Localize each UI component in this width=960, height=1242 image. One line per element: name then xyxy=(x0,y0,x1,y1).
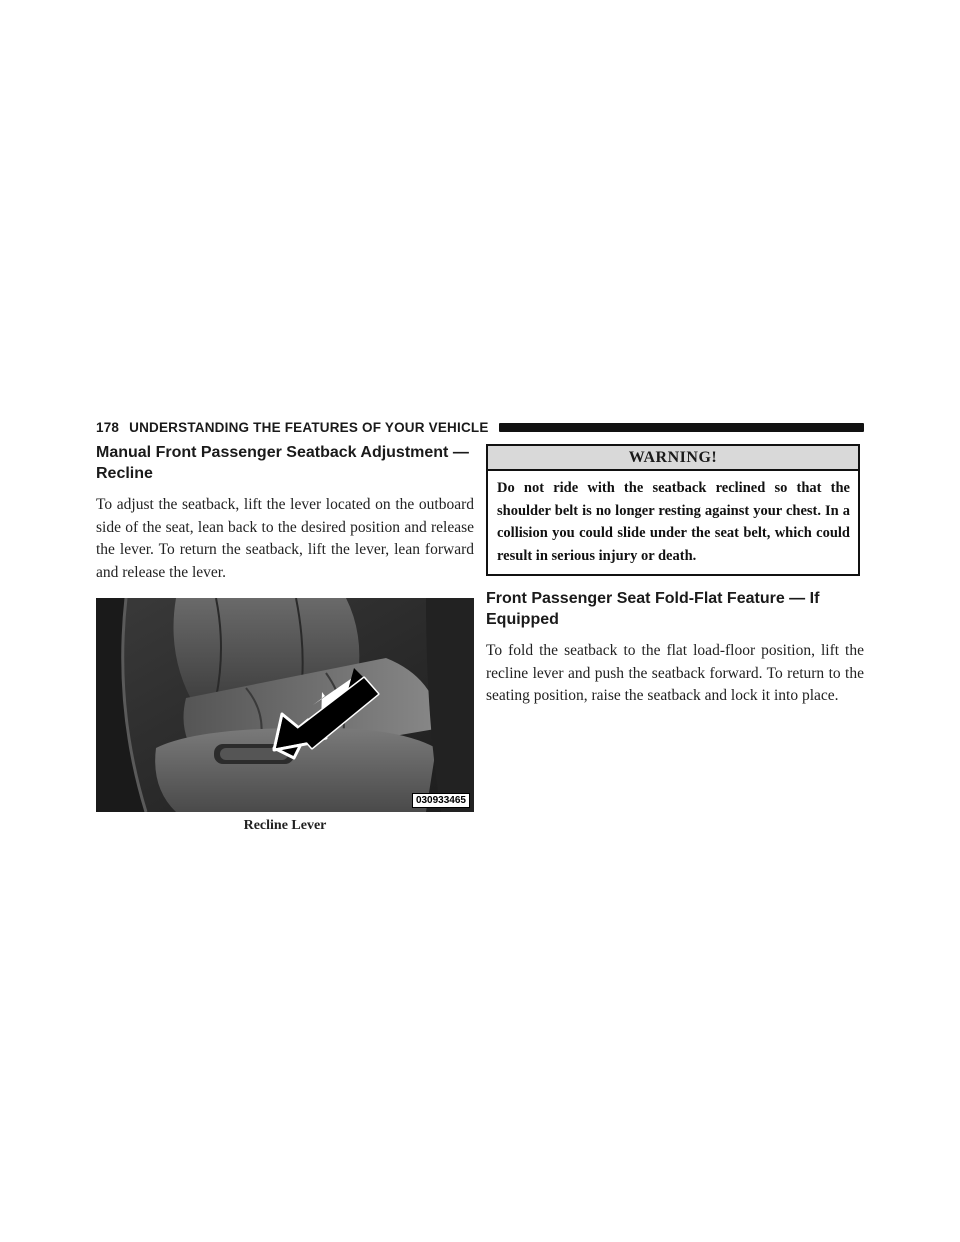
section-title: UNDERSTANDING THE FEATURES OF YOUR VEHICLE xyxy=(129,419,489,435)
figure-caption: Recline Lever xyxy=(243,818,327,833)
warning-box xyxy=(486,444,860,576)
seat-illustration xyxy=(96,598,474,812)
header-rule xyxy=(499,423,864,432)
left-column xyxy=(96,442,474,834)
page-number: 178 xyxy=(96,419,120,435)
recline-heading: Manual Front Passenger Seatback Adjustment — Recline xyxy=(96,444,469,482)
fold-flat-heading: Front Passenger Seat Fold-Flat Feature — If Equipped xyxy=(486,590,820,628)
warning-text: Do not ride with the seatback reclined so that the shoulder belt is no longer resting against your chest. In a collision you could slide under the seat belt, which could result in serious injury or death. xyxy=(497,480,850,564)
warning-title: WARNING! xyxy=(488,446,858,471)
figure-code: 030933465 xyxy=(412,793,470,808)
fold-flat-paragraph: To fold the seatback to the flat load-floor position, lift the recline lever and push the seatback forward. To return to the seating position, raise the seatback and lock it into place. xyxy=(486,642,864,704)
page-header xyxy=(96,418,864,436)
right-column xyxy=(486,444,864,708)
recline-lever-photo xyxy=(96,598,474,812)
recline-paragraph: To adjust the seatback, lift the lever located on the outboard side of the seat, lean back to the desired position and release the lever. To return the seatback, lift the lever, lean forward and release the lever. xyxy=(96,496,474,581)
